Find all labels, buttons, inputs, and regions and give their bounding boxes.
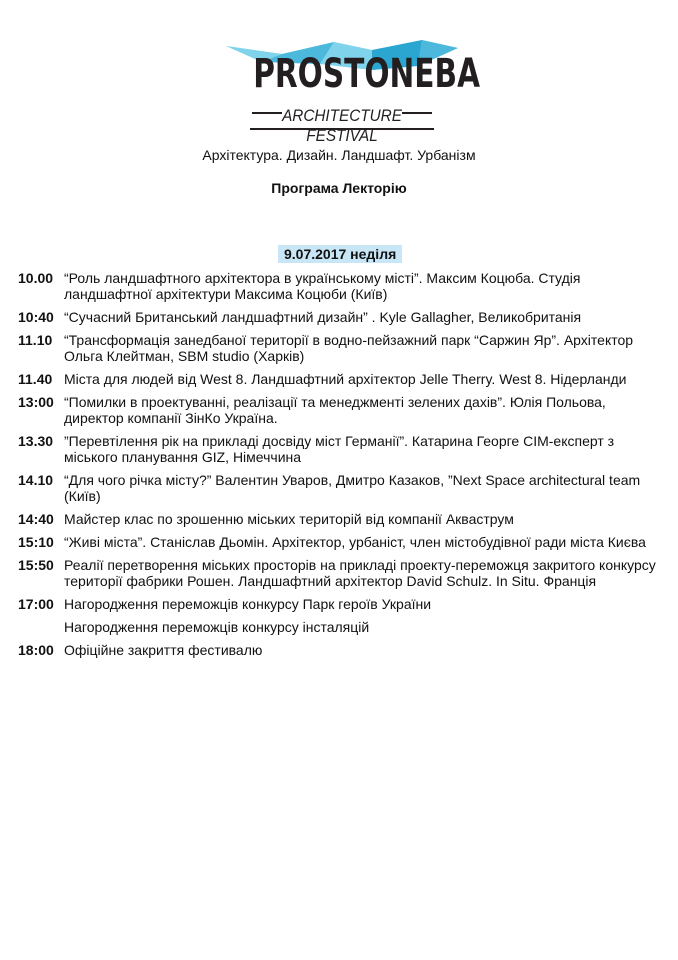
- schedule-row: [18, 557, 663, 589]
- schedule-text: Нагородження переможців конкурсу інсталяцій: [64, 619, 370, 635]
- schedule-text: “Роль ландшафтного архітектора в українському місті”. Максим Коцюба. Студія ландшафтної архітектури Максима Коцюби (Київ): [64, 270, 581, 302]
- schedule-row: [18, 270, 663, 302]
- logo-title: PROSTONEBA: [253, 51, 480, 97]
- schedule-text: “Помилки в проектуванні, реалізації та менеджменті зелених дахів”. Юлія Польова, директор компанії ЗінКо Україна.: [64, 394, 606, 426]
- schedule-row: [18, 642, 663, 658]
- schedule-row: [18, 534, 663, 550]
- schedule-text: Майстер клас по зрошенню міських територій від компанії Акваструм: [64, 511, 514, 527]
- schedule-time: 15:10: [18, 534, 54, 550]
- schedule-text: Міста для людей від West 8. Ландшафтний архітектор Jelle Therry. West 8. Нідерланди: [64, 371, 627, 387]
- schedule-text: “Для чого річка місту?” Валентин Уваров, Дмитро Казаков, ”Next Space architectural team (Київ): [64, 472, 641, 504]
- schedule-row: [18, 371, 663, 387]
- schedule-row: [18, 394, 663, 426]
- date-badge: 9.07.2017 неділя: [278, 245, 402, 263]
- schedule-row: [18, 332, 663, 364]
- program-title: Програма Лекторію: [271, 180, 407, 196]
- schedule-time: 10:40: [18, 309, 54, 325]
- schedule-list: [18, 270, 663, 665]
- schedule-time: 18:00: [18, 642, 54, 658]
- schedule-text: Офіційне закриття фестивалю: [64, 642, 263, 658]
- schedule-row: [18, 596, 663, 612]
- schedule-text: Реалії перетворення міських просторів на прикладі проекту-переможця закритого конкурсу території фабрики Рошен. Ландшафтний архітектор David Schulz. In Situ. Франція: [64, 557, 656, 589]
- schedule-row: [18, 619, 663, 635]
- schedule-text: ”Перевтілення рік на прикладі досвіду міст Германії”. Катарина Георге CIM-експерт з міського планування GIZ, Німеччина: [64, 433, 615, 465]
- schedule-time: 10.00: [18, 270, 54, 286]
- schedule-row: [18, 472, 663, 504]
- tagline: Архітектура. Дизайн. Ландшафт. Урбанізм: [202, 147, 476, 163]
- schedule-text: “Живі міста”. Станіслав Дьомін. Архітектор, урбаніст, член містобудівної ради міста Києва: [64, 534, 646, 550]
- schedule-time: [18, 619, 64, 635]
- schedule-time: 11.40: [18, 371, 53, 387]
- schedule-row: [18, 309, 663, 325]
- schedule-text: “Сучасний Британський ландшафтний дизайн” . Kyle Gallagher, Великобританія: [64, 309, 582, 325]
- schedule-time: 13.30: [18, 433, 54, 449]
- schedule-row: [18, 433, 663, 465]
- schedule-time: 11.10: [18, 332, 53, 348]
- schedule-row: [18, 511, 663, 527]
- schedule-time: 14:40: [18, 511, 54, 527]
- schedule-time: 15:50: [18, 557, 54, 573]
- schedule-time: 13:00: [18, 394, 54, 410]
- schedule-time: 17:00: [18, 596, 54, 612]
- logo-subtitle: ARCHITECTURE FESTIVAL: [282, 106, 402, 145]
- schedule-text: “Трансформація занедбаної території в водно-пейзажний парк “Саржин Яр”. Архітектор Ольга Клейтман, SBM studio (Харків): [64, 332, 634, 364]
- festival-logo: [222, 40, 480, 145]
- schedule-text: Нагородження переможців конкурсу Парк героїв України: [64, 596, 432, 612]
- schedule-time: 14.10: [18, 472, 54, 488]
